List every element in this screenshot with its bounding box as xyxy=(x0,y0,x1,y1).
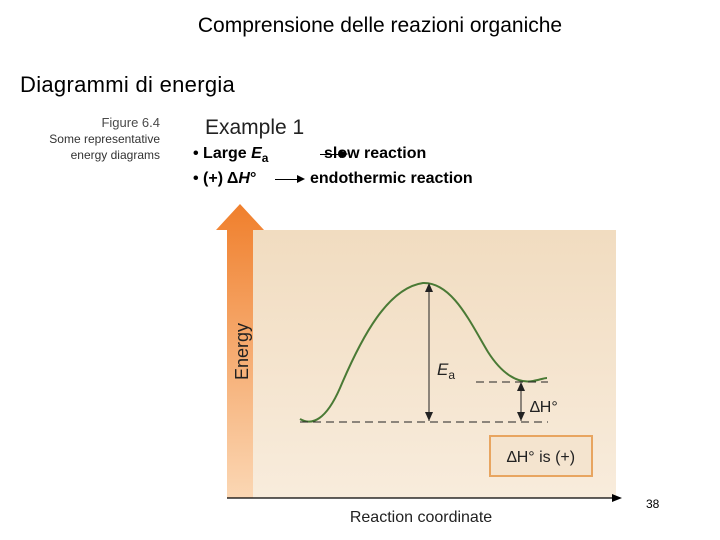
slide-title: Comprensione delle reazioni organiche xyxy=(197,14,563,37)
bullet-marker: • (+) ΔH° xyxy=(193,170,257,187)
page-number: 38 xyxy=(646,497,660,511)
section-title: Diagrammi di energia xyxy=(20,72,236,97)
figure-number: Figure 6.4 xyxy=(101,115,160,130)
bullet-prefix: (+) Δ xyxy=(203,170,239,187)
y-axis-label: Energy xyxy=(232,322,252,380)
x-axis-arrowhead xyxy=(612,494,622,502)
figure-caption: Some representative energy diagrams xyxy=(49,132,160,162)
example-title: Example 1 xyxy=(205,116,305,139)
bullet-var-h: H xyxy=(238,170,250,187)
enthalpy-box-label: ∆H° is (+) xyxy=(506,449,576,466)
bullet-var-e: E xyxy=(251,145,262,162)
bullet-sub-a: a xyxy=(261,151,269,166)
ea-label: $E_a$ xyxy=(437,360,456,382)
bullet-prefix: Large xyxy=(203,145,252,162)
bullet-degree: ° xyxy=(249,170,257,187)
x-axis-label: Reaction coordinate xyxy=(349,509,493,526)
bullet-result: slow reaction xyxy=(324,145,427,162)
dh-label: ∆H° xyxy=(530,399,558,416)
bullet-result: endothermic reaction xyxy=(310,170,473,187)
bullet-marker: • Large $E_a$ xyxy=(193,145,269,166)
